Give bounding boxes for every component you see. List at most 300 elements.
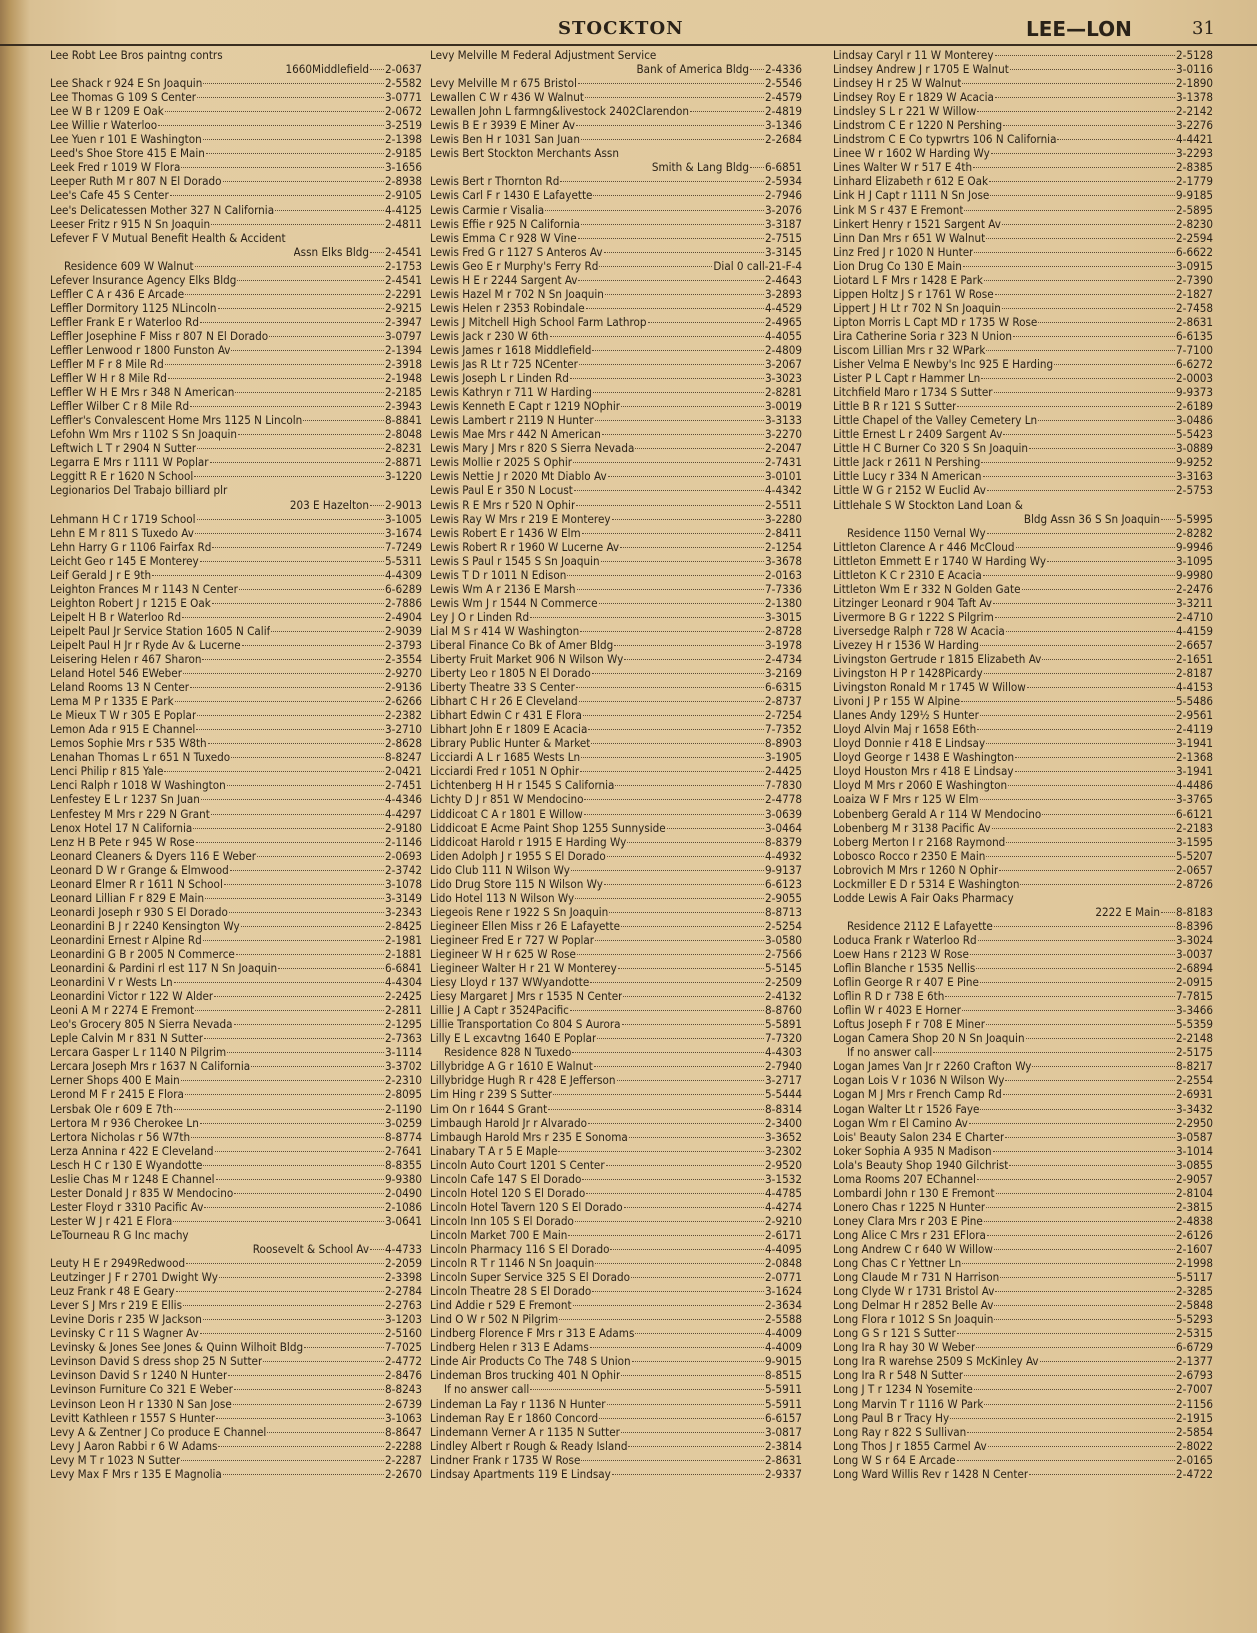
entry-name: Litzinger Leonard r 904 Taft Av — [833, 595, 992, 610]
leader-dots — [200, 322, 384, 323]
entry-phone: 2-9210 — [765, 1213, 802, 1228]
entry-name: Leffler C A r 436 E Arcade — [50, 286, 185, 301]
leader-dots — [621, 1432, 764, 1433]
entry-name: Lema M P r 1335 E Park — [50, 694, 174, 709]
entry-name: Leonardini & Pardini rl est 117 N Sn Joaquin — [50, 961, 278, 976]
entry-name: Residence 2112 E Lafayette — [847, 918, 993, 933]
leader-dots — [579, 364, 764, 365]
leader-dots — [203, 83, 384, 84]
entry-name: Llanes Andy 129½ S Hunter — [833, 708, 979, 723]
leader-dots — [577, 589, 765, 590]
leader-dots — [624, 659, 764, 660]
entry-name: Lertora M r 936 Cherokee Ln — [50, 1115, 199, 1130]
directory-entry — [833, 441, 1213, 455]
entry-phone: 2-1981 — [385, 932, 422, 947]
leader-dots — [182, 617, 384, 618]
entry-name: Lloyd George r 1438 E Washington — [833, 750, 1015, 765]
entry-name: Lion Drug Co 130 E Main — [833, 258, 962, 273]
leader-dots — [1057, 139, 1175, 140]
leader-dots — [974, 1389, 1175, 1390]
entry-name: Legionarios Del Trabajo billiard plr — [50, 483, 228, 498]
leader-dots — [215, 1151, 385, 1152]
leader-dots — [1006, 631, 1175, 632]
entry-name: Lincoln R T r 1146 N Sn Joaquin — [430, 1256, 595, 1271]
entry-phone: 2-1779 — [1176, 174, 1213, 189]
entry-phone: 2-5854 — [1176, 1424, 1213, 1439]
leader-dots — [964, 1375, 1175, 1376]
directory-entry — [833, 1186, 1213, 1200]
leader-dots — [986, 350, 1175, 351]
entry-name: Lial M S r 414 W Washington — [430, 623, 580, 638]
leader-dots — [994, 1319, 1175, 1320]
entry-name: Leoni A M r 2274 E Fremont — [50, 1003, 195, 1018]
leader-dots — [576, 125, 764, 126]
entry-phone: 2-0163 — [765, 567, 802, 582]
directory-entry — [50, 371, 422, 385]
entry-phone: 8-8774 — [385, 1129, 422, 1144]
entry-name: Lemon Ada r 915 E Channel — [50, 722, 196, 737]
directory-entry — [833, 1200, 1213, 1214]
leader-dots — [995, 55, 1176, 56]
entry-name: Lindeman La Fay r 1136 N Hunter — [430, 1396, 606, 1411]
leader-dots — [204, 1207, 384, 1208]
directory-entry — [430, 315, 802, 329]
entry-name: Lillybridge A G r 1610 E Walnut — [430, 1059, 593, 1074]
directory-entry — [833, 891, 1213, 905]
leader-dots — [236, 954, 384, 955]
entry-name: Lindsey H r 25 W Walnut — [833, 76, 962, 91]
entry-name: Levinson Leon H r 1330 N San Jose — [50, 1396, 232, 1411]
entry-phone: 2-0657 — [1176, 862, 1213, 877]
directory-entry — [50, 76, 422, 90]
entry-name: Libhart John E r 1809 E Acacia — [430, 722, 588, 737]
leader-dots — [995, 617, 1175, 618]
leader-dots — [980, 1109, 1175, 1110]
entry-name: Little Ernest L r 2409 Sargent Av — [833, 427, 1003, 442]
directory-entry — [430, 610, 802, 624]
directory-entry — [430, 104, 802, 118]
directory-entry — [50, 736, 422, 750]
leader-dots — [1013, 336, 1175, 337]
entry-phone: 2-6171 — [765, 1227, 802, 1242]
entry-phone: 8-8515 — [765, 1368, 802, 1383]
leader-dots — [197, 715, 384, 716]
entry-name: Lewis Kenneth E Capt r 1219 NOphir — [430, 399, 621, 414]
leader-dots — [190, 687, 384, 688]
directory-entry — [833, 357, 1213, 371]
entry-phone: 4-4274 — [765, 1199, 802, 1214]
directory-entry — [833, 624, 1213, 638]
entry-phone: 2-5848 — [1176, 1298, 1213, 1313]
directory-entry — [430, 118, 802, 132]
entry-phone: 2-1295 — [385, 1017, 422, 1032]
leader-dots — [994, 926, 1175, 927]
entry-phone: 2-8385 — [1176, 160, 1213, 175]
entry-name: Residence 609 W Walnut — [64, 258, 194, 273]
leader-dots — [278, 968, 384, 969]
leader-dots — [181, 1460, 384, 1461]
leader-dots — [530, 617, 764, 618]
entry-phone: 9-9946 — [1176, 539, 1213, 554]
entry-name: Liversedge Ralph r 728 W Acacia — [833, 623, 1005, 638]
entry-phone: 3-3163 — [1176, 469, 1213, 484]
directory-entry — [833, 118, 1213, 132]
entry-phone: 3-1978 — [765, 637, 802, 652]
entry-phone: 2-3634 — [765, 1298, 802, 1313]
directory-entry — [430, 273, 802, 287]
entry-name: Lewis Kathryn r 711 W Harding — [430, 385, 592, 400]
leader-dots — [1038, 420, 1175, 421]
leader-dots — [1008, 785, 1175, 786]
entry-name: Lewis Nettie J r 2020 Mt Diablo Av — [430, 469, 607, 484]
leader-dots — [573, 1305, 764, 1306]
entry-name: Leonard D W r Grange & Elmwood — [50, 862, 229, 877]
entry-phone: 3-3702 — [385, 1059, 422, 1074]
entry-name: Livingston Gertrude r 1815 Elizabeth Av — [833, 652, 1042, 667]
entry-name: Little B R r 121 S Sutter — [833, 399, 957, 414]
entry-phone: 4-4297 — [385, 806, 422, 821]
leader-dots — [567, 575, 764, 576]
directory-entry — [50, 1270, 422, 1284]
entry-phone: 2-0693 — [385, 848, 422, 863]
directory-entry — [50, 792, 422, 806]
directory-entry — [50, 1467, 422, 1481]
entry-name: Loftus Joseph F r 708 E Miner — [833, 1017, 985, 1032]
entry-name: Lenahan Thomas L r 651 N Tuxedo — [50, 750, 231, 765]
entry-name: Leipelt Paul H Jr r Ryde Av & Lucerne — [50, 637, 241, 652]
directory-entry — [430, 582, 802, 596]
entry-phone: 2-7431 — [765, 455, 802, 470]
entry-name: Liddicoat Harold r 1915 E Harding Wy — [430, 834, 627, 849]
directory-entry — [50, 217, 422, 231]
leader-dots — [607, 1404, 764, 1405]
leader-dots — [203, 1319, 384, 1320]
directory-entry — [50, 807, 422, 821]
directory-entry — [833, 652, 1213, 666]
entry-phone: 2-9561 — [1176, 708, 1213, 723]
entry-name: Lim On r 1644 S Grant — [430, 1101, 548, 1116]
leader-dots — [974, 252, 1175, 253]
leader-dots — [578, 280, 764, 281]
directory-entry — [833, 315, 1213, 329]
entry-phone: 3-3211 — [1176, 595, 1213, 610]
leader-dots — [1161, 519, 1175, 520]
directory-entry — [833, 1102, 1213, 1116]
leader-dots — [999, 870, 1175, 871]
directory-entry — [50, 1312, 422, 1326]
leader-dots — [1054, 364, 1175, 365]
directory-entry — [50, 680, 422, 694]
leader-dots — [257, 856, 384, 857]
directory-entry — [833, 146, 1213, 160]
entry-phone: 3-0889 — [1176, 441, 1213, 456]
leader-dots — [168, 378, 384, 379]
entry-name: Lichtenberg H H r 1545 S California — [430, 778, 615, 793]
leader-dots — [200, 1333, 384, 1334]
entry-phone: 2-0165 — [1176, 1452, 1213, 1467]
entry-name: Lewis Mollie r 2025 S Ophir — [430, 455, 573, 470]
directory-entry — [833, 413, 1213, 427]
directory-entry — [430, 933, 802, 947]
leader-dots — [592, 350, 764, 351]
leader-dots — [593, 392, 764, 393]
directory-entry — [430, 947, 802, 961]
leader-dots — [1005, 1080, 1175, 1081]
entry-phone: 3-0101 — [765, 469, 802, 484]
entry-phone: 2-2784 — [385, 1284, 422, 1299]
leader-dots — [204, 1038, 384, 1039]
directory-entry — [50, 498, 422, 512]
entry-name: Lindsey Andrew J r 1705 E Walnut — [833, 62, 1009, 77]
leader-dots — [631, 1277, 764, 1278]
entry-name: Liberty Theatre 33 S Center — [430, 680, 575, 695]
entry-name: Liberal Finance Co Bk of Amer Bldg — [430, 637, 614, 652]
leader-dots — [576, 687, 764, 688]
directory-entry — [430, 1298, 802, 1312]
entry-phone: 2-9180 — [385, 820, 422, 835]
leader-dots — [197, 448, 384, 449]
entry-name: Liegeois Rene r 1922 S Sn Joaquin — [430, 904, 609, 919]
entry-name: Leffler Josephine F Miss r 807 N El Dorado — [50, 328, 269, 343]
entry-phone: 2-0003 — [1176, 371, 1213, 386]
entry-phone: 3-1905 — [765, 750, 802, 765]
directory-entry — [50, 427, 422, 441]
entry-name: Leutzinger J F r 2701 Dwight Wy — [50, 1270, 218, 1285]
entry-phone: 2-6657 — [1176, 637, 1213, 652]
leader-dots — [984, 1404, 1175, 1405]
directory-entry — [50, 652, 422, 666]
directory-entry — [833, 1284, 1213, 1298]
entry-phone: 2-7566 — [765, 947, 802, 961]
entry-phone: 7-7352 — [765, 722, 802, 737]
directory-entry — [430, 750, 802, 764]
entry-name: Liegineer Fred E r 727 W Poplar — [430, 932, 595, 947]
entry-name: Lewis Bert Stockton Merchants Assn — [430, 146, 619, 161]
directory-entry — [430, 764, 802, 778]
entry-phone: 2-9039 — [385, 623, 422, 638]
entry-name: Lido Club 111 N Wilson Wy — [430, 862, 570, 877]
entry-phone: 2-9055 — [765, 890, 802, 905]
entry-phone: 2-4132 — [765, 989, 802, 1004]
leader-dots — [580, 771, 764, 772]
entry-name: Lido Hotel 113 N Wilson Wy — [430, 890, 575, 905]
entry-phone: 6-6622 — [1176, 244, 1213, 259]
leader-dots — [595, 940, 764, 941]
directory-entry — [833, 666, 1213, 680]
leader-dots — [219, 1277, 384, 1278]
entry-name: Logan M J Mrs r French Camp Rd — [833, 1087, 1002, 1102]
directory-entry — [430, 975, 802, 989]
entry-phone: 8-8396 — [1176, 918, 1213, 933]
leader-dots — [588, 729, 764, 730]
leader-dots — [933, 1052, 1175, 1053]
entry-name: Lind Addie r 529 E Fremont — [430, 1298, 572, 1313]
entry-phone: 4-4009 — [765, 1326, 802, 1341]
directory-entry — [430, 1326, 802, 1340]
entry-phone: 2-6739 — [385, 1396, 422, 1411]
leader-dots — [606, 1165, 764, 1166]
directory-entry — [50, 1045, 422, 1059]
directory-entry — [430, 1130, 802, 1144]
entry-phone: 2-2509 — [765, 975, 802, 990]
leader-dots — [197, 519, 384, 520]
directory-entry — [833, 1453, 1213, 1467]
entry-name: Lerner Shops 400 E Main — [50, 1073, 180, 1088]
directory-entry — [50, 1284, 422, 1298]
entry-phone: 2-1881 — [385, 947, 422, 961]
directory-entry — [50, 132, 422, 146]
entry-name: Lobrovich M Mrs r 1260 N Ophir — [833, 862, 999, 877]
directory-entry — [430, 1256, 802, 1270]
entry-name: Limbaugh Harold Jr r Alvarado — [430, 1115, 588, 1130]
leader-dots — [195, 266, 384, 267]
entry-name: Logan James Van Jr r 2260 Crafton Wy — [833, 1059, 1032, 1074]
entry-phone: 2-2059 — [385, 1256, 422, 1271]
leader-dots — [152, 575, 384, 576]
directory-entry — [50, 441, 422, 455]
city-heading: STOCKTON — [558, 18, 684, 39]
entry-name: Lemos Sophie Mrs r 535 W8th — [50, 736, 207, 751]
entry-phone: 2-2148 — [1176, 1031, 1213, 1046]
entry-name: Leland Hotel 546 EWeber — [50, 666, 182, 681]
directory-entry — [430, 1031, 802, 1045]
entry-phone: 2-2950 — [1176, 1115, 1213, 1130]
directory-entry — [833, 1031, 1213, 1045]
directory-entry — [50, 1397, 422, 1411]
entry-phone: 7-7336 — [765, 581, 802, 596]
leader-dots — [174, 1109, 384, 1110]
entry-phone: 2-0915 — [1176, 975, 1213, 990]
entry-name: Lewis Ben H r 1031 San Juan — [430, 132, 580, 147]
leader-dots — [165, 111, 384, 112]
entry-phone: 2-6793 — [1176, 1368, 1213, 1383]
entry-phone: 2-1398 — [385, 132, 422, 147]
entry-name: Loney Clara Mrs r 203 E Pine — [833, 1213, 983, 1228]
entry-phone: 9-9015 — [765, 1354, 802, 1369]
entry-phone: 3-3024 — [1176, 932, 1213, 947]
entry-phone: 7-7830 — [765, 778, 802, 793]
leader-dots — [560, 181, 764, 182]
leader-dots — [604, 884, 764, 885]
entry-phone: 2-4336 — [765, 62, 802, 77]
entry-name: Logan Walter Lt r 1526 Faye — [833, 1101, 980, 1116]
entry-phone: 3-2076 — [765, 202, 802, 217]
entry-phone: 2-3918 — [385, 357, 422, 372]
leader-dots — [592, 1291, 764, 1292]
leader-dots — [578, 83, 764, 84]
leader-dots — [584, 799, 764, 800]
leader-dots — [203, 1165, 384, 1166]
entry-name: Lee's Cafe 45 S Center — [50, 188, 169, 203]
directory-entry — [50, 315, 422, 329]
directory-entry — [50, 989, 422, 1003]
entry-phone: 2-7515 — [765, 230, 802, 245]
directory-entry — [833, 1340, 1213, 1354]
entry-name: Linn Dan Mrs r 651 W Walnut — [833, 230, 986, 245]
entry-phone: 2-7363 — [385, 1031, 422, 1046]
directory-entry — [833, 104, 1213, 118]
directory-entry — [833, 1326, 1213, 1340]
page-number: 31 — [1192, 18, 1215, 39]
leader-dots — [196, 729, 384, 730]
directory-entry — [430, 1214, 802, 1228]
directory-entry — [833, 1130, 1213, 1144]
leader-dots — [239, 589, 384, 590]
leader-dots — [223, 1474, 384, 1475]
entry-phone: 6-6315 — [765, 680, 802, 695]
leader-dots — [986, 1207, 1175, 1208]
entry-phone: 2-1377 — [1176, 1354, 1213, 1369]
directory-entry — [833, 483, 1213, 497]
directory-entry — [430, 217, 802, 231]
entry-phone: 2-2382 — [385, 708, 422, 723]
entry-phone: 9-9252 — [1176, 455, 1213, 470]
entry-name: Residence 1150 Vernal Wy — [847, 525, 986, 540]
entry-phone: 9-9373 — [1176, 385, 1213, 400]
directory-entry — [833, 245, 1213, 259]
entry-phone: 3-3149 — [385, 890, 422, 905]
directory-entry — [833, 1073, 1213, 1087]
leader-dots — [957, 406, 1175, 407]
directory-entry — [833, 1368, 1213, 1382]
leader-dots — [223, 181, 384, 182]
directory-entry — [430, 301, 802, 315]
entry-phone: 2-8737 — [765, 694, 802, 709]
entry-name: Livezey H r 1536 W Harding — [833, 637, 979, 652]
directory-entry — [50, 469, 422, 483]
leader-dots — [582, 1179, 764, 1180]
entry-name: Liegineer W H r 625 W Rose — [430, 947, 576, 961]
leader-dots — [572, 1052, 764, 1053]
leader-dots — [203, 940, 384, 941]
leader-dots — [1032, 1066, 1175, 1067]
entry-phone: 2-2811 — [385, 1003, 422, 1018]
entry-name: Leighton Frances M r 1143 N Center — [50, 581, 238, 596]
leader-dots — [1003, 125, 1175, 126]
entry-phone: 5-5423 — [1176, 427, 1213, 442]
entry-name: Lenox Hotel 17 N California — [50, 820, 193, 835]
entry-phone: 2-7254 — [765, 708, 802, 723]
directory-entry — [430, 357, 802, 371]
entry-name: Lewis Carmie r Visalia — [430, 202, 545, 217]
entry-name: Little Lucy r 334 N American — [833, 469, 982, 484]
directory-entry — [833, 708, 1213, 722]
entry-name: Le Mieux T W r 305 E Poplar — [50, 708, 197, 723]
directory-entry — [50, 708, 422, 722]
directory-entry — [50, 1439, 422, 1453]
leader-dots — [983, 476, 1176, 477]
entry-phone: 2-4734 — [765, 652, 802, 667]
entry-name: Long Andrew C r 640 W Willow — [833, 1241, 993, 1256]
leader-dots — [216, 1179, 385, 1180]
leader-dots — [950, 1418, 1175, 1419]
leader-dots — [231, 757, 384, 758]
directory-entry — [833, 596, 1213, 610]
entry-name: Levinsky C r 11 S Wagner Av — [50, 1326, 199, 1341]
directory-entry — [430, 188, 802, 202]
leader-dots — [203, 139, 384, 140]
entry-phone: 3-1114 — [385, 1045, 422, 1060]
directory-entry — [430, 469, 802, 483]
entry-name: Linee W r 1602 W Harding Wy — [833, 146, 990, 161]
entry-phone: 3-2519 — [385, 118, 422, 133]
entry-phone: 3-3765 — [1176, 792, 1213, 807]
leader-dots — [202, 659, 384, 660]
directory-entry — [833, 301, 1213, 315]
leader-dots — [621, 406, 764, 407]
entry-phone: 2-8231 — [385, 441, 422, 456]
leader-dots — [612, 1474, 764, 1475]
